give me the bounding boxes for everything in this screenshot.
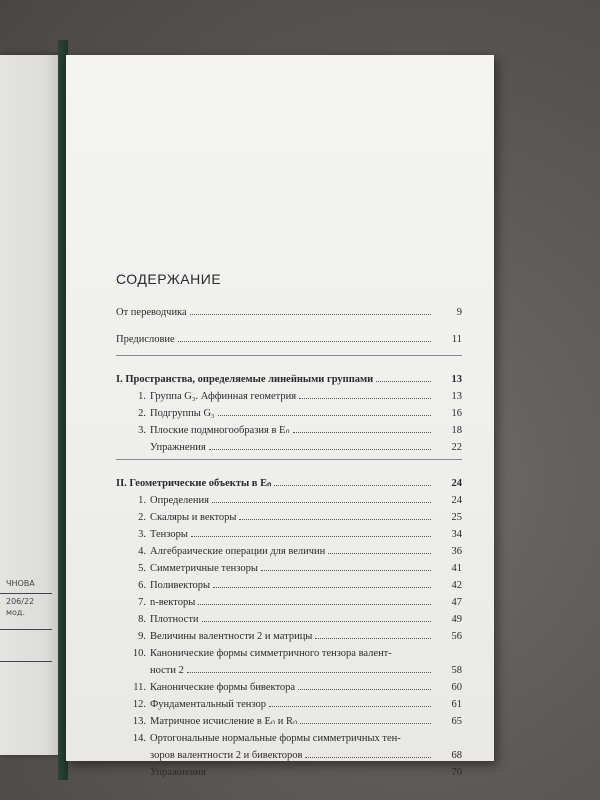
entry-title: Упражнения xyxy=(150,767,206,778)
entry-title: Упражнения xyxy=(150,442,206,453)
table-of-contents xyxy=(116,301,462,778)
entry-title: Предисловие xyxy=(116,334,175,345)
toc-entry xyxy=(116,642,462,659)
toc-entry xyxy=(116,506,462,523)
toc-entry xyxy=(116,436,462,453)
entry-page: 25 xyxy=(451,512,462,523)
entry-number: 1. xyxy=(138,495,146,506)
entry-number: 14. xyxy=(132,733,146,744)
entry-number: 2. xyxy=(138,512,146,523)
entry-title: Группа G₃. Аффинная геометрия xyxy=(150,391,297,402)
divider xyxy=(116,355,462,356)
entry-page: 22 xyxy=(451,442,462,453)
entry-page: 18 xyxy=(451,425,462,436)
toc-chapter xyxy=(116,368,462,385)
entry-number: 6. xyxy=(138,580,146,591)
entry-page: 16 xyxy=(451,408,462,419)
entry-title: От переводчика xyxy=(116,307,187,318)
entry-number: 1. xyxy=(138,391,146,402)
entry-page: 60 xyxy=(451,682,462,693)
entry-title: Фундаментальный тензор xyxy=(150,699,266,710)
entry-number: 11. xyxy=(133,682,146,693)
leader-dots xyxy=(213,586,431,588)
leader-dots xyxy=(191,535,431,537)
entry-title: Величины валентности 2 и матрицы xyxy=(150,631,313,642)
entry-page: 65 xyxy=(451,716,462,727)
toc-chapter xyxy=(116,472,462,489)
entry-page: 13 xyxy=(451,391,462,402)
toc-entry-continued xyxy=(116,744,462,761)
chapter-page: 13 xyxy=(451,374,462,385)
entry-page: 41 xyxy=(451,563,462,574)
entry-page: 70 xyxy=(451,767,462,778)
entry-number: 9. xyxy=(138,631,146,642)
toc-entry xyxy=(116,523,462,540)
chapter-title: I. Пространства, определяемые линейными группами xyxy=(116,374,374,385)
toc-entry xyxy=(116,676,462,693)
toc-entry xyxy=(116,727,462,744)
toc-entry xyxy=(116,419,462,436)
leader-dots xyxy=(202,620,431,622)
leader-dots xyxy=(298,688,431,690)
toc-entry xyxy=(116,608,462,625)
leader-dots xyxy=(187,671,431,673)
entry-page: 34 xyxy=(451,529,462,540)
chapter-title: II. Геометрические объекты в Eₙ xyxy=(116,478,272,489)
entry-title: n-векторы xyxy=(150,597,196,608)
entry-title: Определения xyxy=(150,495,209,506)
entry-title: Симметричные тензоры xyxy=(150,563,258,574)
toc-entry xyxy=(116,625,462,642)
toc-entry xyxy=(116,574,462,591)
entry-number: 2. xyxy=(138,408,146,419)
leader-dots xyxy=(269,705,431,707)
leader-dots xyxy=(376,380,431,382)
entry-title: Плотности xyxy=(150,614,199,625)
leader-dots xyxy=(178,340,431,342)
toc-entry xyxy=(116,761,462,778)
leader-dots xyxy=(209,448,431,450)
entry-page: 47 xyxy=(451,597,462,608)
entry-title: Ортогональные нормальные формы симметричных тен- xyxy=(150,733,401,744)
leader-dots xyxy=(198,603,431,605)
entry-number: 12. xyxy=(132,699,146,710)
entry-number: 10. xyxy=(132,648,146,659)
entry-number: 4. xyxy=(138,546,146,557)
entry-page: 58 xyxy=(451,665,462,676)
entry-title: Канонические формы бивектора xyxy=(150,682,296,693)
leader-dots xyxy=(209,773,431,775)
book-page xyxy=(66,55,494,778)
entry-title: зоров валентности 2 и бивекторов xyxy=(150,750,303,761)
leader-dots xyxy=(300,722,431,724)
toc-front-entry xyxy=(116,301,462,318)
entry-page: 36 xyxy=(451,546,462,557)
left-page-fragment: 206/22 xyxy=(6,597,35,606)
entry-page: 9 xyxy=(456,307,462,318)
toc-entry xyxy=(116,591,462,608)
toc-front-entry xyxy=(116,328,462,345)
toc-entry xyxy=(116,693,462,710)
entry-number: 3. xyxy=(138,425,146,436)
divider xyxy=(116,459,462,460)
entry-number: 8. xyxy=(138,614,146,625)
entry-page: 49 xyxy=(451,614,462,625)
left-page-rule xyxy=(0,661,52,662)
leader-dots xyxy=(261,569,431,571)
entry-number: 7. xyxy=(138,597,146,608)
entry-title: Подгруппы G₃ xyxy=(150,408,215,419)
entry-number: 5. xyxy=(138,563,146,574)
leader-dots xyxy=(328,552,431,554)
toc-entry xyxy=(116,557,462,574)
leader-dots xyxy=(218,414,431,416)
toc-entry xyxy=(116,710,462,727)
entry-title: Канонические формы симметричного тензора валент- xyxy=(150,648,392,659)
entry-title: Плоские подмногообразия в Eₙ xyxy=(150,425,290,436)
leader-dots xyxy=(190,313,431,315)
entry-page: 61 xyxy=(451,699,462,710)
leader-dots xyxy=(293,431,431,433)
chapter-page: 24 xyxy=(451,478,462,489)
left-page-rule xyxy=(0,629,52,630)
entry-number: 3. xyxy=(138,529,146,540)
leader-dots xyxy=(239,518,431,520)
entry-number: 13. xyxy=(132,716,146,727)
leader-dots xyxy=(305,756,431,758)
left-page-rule xyxy=(0,593,52,594)
left-page-fragment: мод. xyxy=(6,608,26,617)
entry-title: Матричное исчисление в Eₙ и Rₙ xyxy=(150,716,298,727)
toc-entry-continued xyxy=(116,659,462,676)
left-page-fragment: ЧНОВА xyxy=(6,579,35,588)
entry-page: 68 xyxy=(451,750,462,761)
leader-dots xyxy=(299,397,431,399)
leader-dots xyxy=(274,484,431,486)
toc-entry xyxy=(116,540,462,557)
entry-title: ности 2 xyxy=(150,665,184,676)
left-page xyxy=(0,55,61,755)
toc-entry xyxy=(116,489,462,506)
entry-title: Скаляры и векторы xyxy=(150,512,237,523)
entry-title: Поливекторы xyxy=(150,580,211,591)
toc-entry xyxy=(116,402,462,419)
entry-page: 56 xyxy=(451,631,462,642)
toc-heading: СОДЕРЖАНИЕ xyxy=(116,271,222,287)
leader-dots xyxy=(315,637,431,639)
entry-page: 24 xyxy=(451,495,462,506)
leader-dots xyxy=(212,501,431,503)
entry-title: Алгебраические операции для величин xyxy=(150,546,326,557)
entry-title: Тензоры xyxy=(150,529,188,540)
entry-page: 11 xyxy=(451,334,462,345)
toc-entry xyxy=(116,385,462,402)
entry-page: 42 xyxy=(451,580,462,591)
